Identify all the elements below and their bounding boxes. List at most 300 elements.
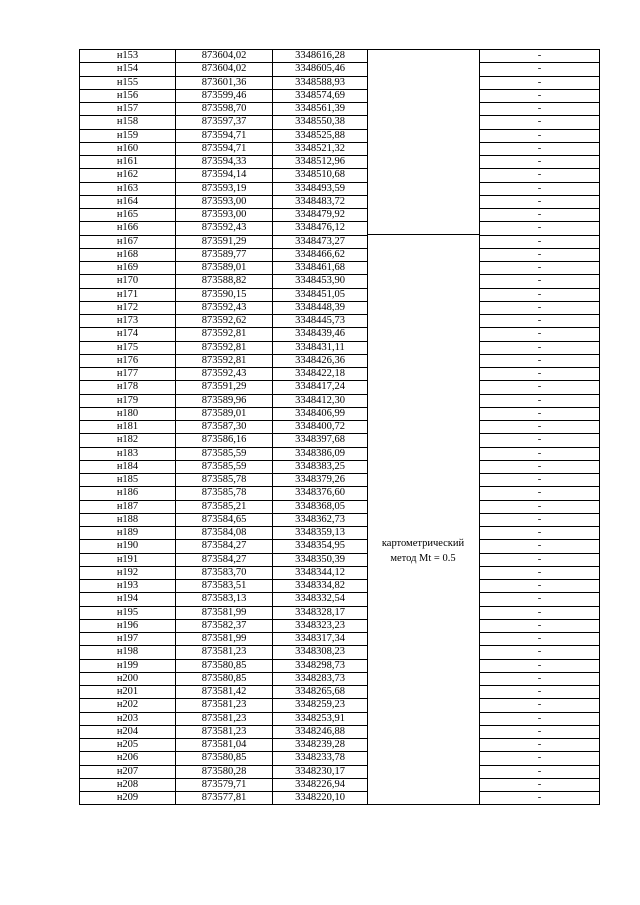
method-cell <box>368 103 480 116</box>
y-coordinate-cell: 3348493,59 <box>273 182 368 195</box>
point-cell: н182 <box>80 434 176 447</box>
note-cell: - <box>480 301 600 314</box>
point-cell: н193 <box>80 580 176 593</box>
table-row <box>80 129 600 142</box>
y-coordinate-cell: 3348328,17 <box>273 606 368 619</box>
note-cell: - <box>480 752 600 765</box>
method-cell <box>368 235 480 248</box>
note-cell: - <box>480 513 600 526</box>
y-coordinate-cell: 3348383,25 <box>273 460 368 473</box>
y-coordinate-cell: 3348561,39 <box>273 103 368 116</box>
method-cell <box>368 752 480 765</box>
note-cell: - <box>480 328 600 341</box>
note-cell: - <box>480 686 600 699</box>
x-coordinate-cell: 873591,29 <box>176 381 273 394</box>
method-cell <box>368 792 480 805</box>
table-row <box>80 328 600 341</box>
y-coordinate-cell: 3348512,96 <box>273 156 368 169</box>
x-coordinate-cell: 873581,42 <box>176 686 273 699</box>
point-cell: н175 <box>80 341 176 354</box>
x-coordinate-cell: 873581,23 <box>176 646 273 659</box>
point-cell: н194 <box>80 593 176 606</box>
table-row <box>80 712 600 725</box>
note-cell: - <box>480 381 600 394</box>
y-coordinate-cell: 3348400,72 <box>273 421 368 434</box>
table-row <box>80 156 600 169</box>
note-cell: - <box>480 633 600 646</box>
y-coordinate-cell: 3348332,54 <box>273 593 368 606</box>
method-cell <box>368 222 480 235</box>
method-cell <box>368 169 480 182</box>
table-row <box>80 288 600 301</box>
x-coordinate-cell: 873581,99 <box>176 633 273 646</box>
table-row <box>80 686 600 699</box>
table-row <box>80 89 600 102</box>
point-cell: н205 <box>80 739 176 752</box>
table-row <box>80 421 600 434</box>
y-coordinate-cell: 3348350,39 <box>273 553 368 566</box>
y-coordinate-cell: 3348359,13 <box>273 527 368 540</box>
table-row <box>80 315 600 328</box>
x-coordinate-cell: 873594,14 <box>176 169 273 182</box>
table-row <box>80 633 600 646</box>
x-coordinate-cell: 873585,59 <box>176 447 273 460</box>
point-cell: н176 <box>80 354 176 367</box>
method-cell <box>368 739 480 752</box>
x-coordinate-cell: 873583,51 <box>176 580 273 593</box>
method-cell <box>368 646 480 659</box>
y-coordinate-cell: 3348283,73 <box>273 672 368 685</box>
table-row <box>80 593 600 606</box>
y-coordinate-cell: 3348417,24 <box>273 381 368 394</box>
note-cell: - <box>480 262 600 275</box>
point-cell: н166 <box>80 222 176 235</box>
method-cell <box>368 606 480 619</box>
method-cell <box>368 209 480 222</box>
note-cell: - <box>480 50 600 63</box>
method-cell <box>368 262 480 275</box>
x-coordinate-cell: 873584,27 <box>176 540 273 553</box>
table-row <box>80 116 600 129</box>
y-coordinate-cell: 3348368,05 <box>273 500 368 513</box>
note-cell: - <box>480 765 600 778</box>
method-column-divider-line <box>367 234 479 235</box>
point-cell: н169 <box>80 262 176 275</box>
note-cell: - <box>480 182 600 195</box>
note-cell: - <box>480 447 600 460</box>
x-coordinate-cell: 873586,16 <box>176 434 273 447</box>
note-cell: - <box>480 421 600 434</box>
y-coordinate-cell: 3348246,88 <box>273 725 368 738</box>
method-cell <box>368 447 480 460</box>
y-coordinate-cell: 3348323,23 <box>273 619 368 632</box>
table-row <box>80 778 600 791</box>
method-cell <box>368 487 480 500</box>
y-coordinate-cell: 3348308,23 <box>273 646 368 659</box>
y-coordinate-cell: 3348445,73 <box>273 315 368 328</box>
method-cell <box>368 275 480 288</box>
x-coordinate-cell: 873592,81 <box>176 341 273 354</box>
x-coordinate-cell: 873584,08 <box>176 527 273 540</box>
table-row <box>80 142 600 155</box>
point-cell: н167 <box>80 235 176 248</box>
x-coordinate-cell: 873580,85 <box>176 752 273 765</box>
coordinates-table-body <box>80 50 600 805</box>
point-cell: н187 <box>80 500 176 513</box>
table-row <box>80 354 600 367</box>
y-coordinate-cell: 3348466,62 <box>273 248 368 261</box>
table-row <box>80 262 600 275</box>
method-cell <box>368 142 480 155</box>
point-cell: н184 <box>80 460 176 473</box>
note-cell: - <box>480 474 600 487</box>
note-cell: - <box>480 566 600 579</box>
table-row <box>80 659 600 672</box>
note-cell: - <box>480 699 600 712</box>
method-cell <box>368 593 480 606</box>
method-cell <box>368 248 480 261</box>
x-coordinate-cell: 873601,36 <box>176 76 273 89</box>
table-row <box>80 434 600 447</box>
y-coordinate-cell: 3348317,34 <box>273 633 368 646</box>
y-coordinate-cell: 3348453,90 <box>273 275 368 288</box>
y-coordinate-cell: 3348476,12 <box>273 222 368 235</box>
x-coordinate-cell: 873604,02 <box>176 63 273 76</box>
x-coordinate-cell: 873593,00 <box>176 209 273 222</box>
y-coordinate-cell: 3348230,17 <box>273 765 368 778</box>
point-cell: н153 <box>80 50 176 63</box>
method-cell <box>368 566 480 579</box>
method-cell <box>368 89 480 102</box>
point-cell: н197 <box>80 633 176 646</box>
x-coordinate-cell: 873581,23 <box>176 699 273 712</box>
method-cell <box>368 368 480 381</box>
point-cell: н168 <box>80 248 176 261</box>
point-cell: н195 <box>80 606 176 619</box>
y-coordinate-cell: 3348265,68 <box>273 686 368 699</box>
note-cell: - <box>480 156 600 169</box>
x-coordinate-cell: 873604,02 <box>176 50 273 63</box>
method-cell <box>368 182 480 195</box>
x-coordinate-cell: 873588,82 <box>176 275 273 288</box>
table-row <box>80 76 600 89</box>
y-coordinate-cell: 3348616,28 <box>273 50 368 63</box>
y-coordinate-cell: 3348550,38 <box>273 116 368 129</box>
x-coordinate-cell: 873599,46 <box>176 89 273 102</box>
note-cell: - <box>480 368 600 381</box>
method-line-2: метод Mt = 0.5 <box>390 553 456 564</box>
note-cell: - <box>480 407 600 420</box>
note-cell: - <box>480 63 600 76</box>
x-coordinate-cell: 873580,85 <box>176 672 273 685</box>
y-coordinate-cell: 3348253,91 <box>273 712 368 725</box>
x-coordinate-cell: 873584,65 <box>176 513 273 526</box>
method-cell <box>368 500 480 513</box>
point-cell: н180 <box>80 407 176 420</box>
note-cell: - <box>480 169 600 182</box>
note-cell: - <box>480 500 600 513</box>
y-coordinate-cell: 3348406,99 <box>273 407 368 420</box>
method-cell <box>368 156 480 169</box>
note-cell: - <box>480 434 600 447</box>
method-line-1: картометрический <box>381 538 465 549</box>
method-cell <box>368 195 480 208</box>
y-coordinate-cell: 3348220,10 <box>273 792 368 805</box>
coordinates-table <box>79 49 600 805</box>
note-cell: - <box>480 606 600 619</box>
method-cell <box>368 354 480 367</box>
point-cell: н172 <box>80 301 176 314</box>
method-cell <box>368 301 480 314</box>
method-cell <box>368 580 480 593</box>
x-coordinate-cell: 873598,70 <box>176 103 273 116</box>
method-cell <box>368 407 480 420</box>
table-row <box>80 580 600 593</box>
table-row <box>80 500 600 513</box>
method-cell <box>368 50 480 63</box>
point-cell: н157 <box>80 103 176 116</box>
table-row <box>80 447 600 460</box>
y-coordinate-cell: 3348525,88 <box>273 129 368 142</box>
table-row <box>80 407 600 420</box>
y-coordinate-cell: 3348379,26 <box>273 474 368 487</box>
point-cell: н186 <box>80 487 176 500</box>
note-cell: - <box>480 235 600 248</box>
table-row <box>80 540 600 553</box>
table-row <box>80 752 600 765</box>
note-cell: - <box>480 619 600 632</box>
note-cell: - <box>480 659 600 672</box>
point-cell: н163 <box>80 182 176 195</box>
y-coordinate-cell: 3348426,36 <box>273 354 368 367</box>
table-row <box>80 195 600 208</box>
table-row <box>80 699 600 712</box>
note-cell: - <box>480 725 600 738</box>
point-cell: н191 <box>80 553 176 566</box>
point-cell: н203 <box>80 712 176 725</box>
point-cell: н188 <box>80 513 176 526</box>
note-cell: - <box>480 76 600 89</box>
x-coordinate-cell: 873577,81 <box>176 792 273 805</box>
table-row <box>80 182 600 195</box>
table-row <box>80 209 600 222</box>
point-cell: н196 <box>80 619 176 632</box>
y-coordinate-cell: 3348483,72 <box>273 195 368 208</box>
note-cell: - <box>480 739 600 752</box>
x-coordinate-cell: 873585,78 <box>176 487 273 500</box>
x-coordinate-cell: 873583,13 <box>176 593 273 606</box>
point-cell: н156 <box>80 89 176 102</box>
y-coordinate-cell: 3348397,68 <box>273 434 368 447</box>
y-coordinate-cell: 3348448,39 <box>273 301 368 314</box>
method-cell <box>368 765 480 778</box>
table-row <box>80 566 600 579</box>
table-row <box>80 50 600 63</box>
method-cell <box>368 725 480 738</box>
y-coordinate-cell: 3348461,68 <box>273 262 368 275</box>
y-coordinate-cell: 3348422,18 <box>273 368 368 381</box>
y-coordinate-cell: 3348298,73 <box>273 659 368 672</box>
y-coordinate-cell: 3348479,92 <box>273 209 368 222</box>
table-row <box>80 553 600 566</box>
point-cell: н174 <box>80 328 176 341</box>
method-cell <box>368 633 480 646</box>
x-coordinate-cell: 873592,81 <box>176 354 273 367</box>
point-cell: н200 <box>80 672 176 685</box>
point-cell: н206 <box>80 752 176 765</box>
point-cell: н202 <box>80 699 176 712</box>
x-coordinate-cell: 873587,30 <box>176 421 273 434</box>
point-cell: н189 <box>80 527 176 540</box>
table-row <box>80 222 600 235</box>
note-cell: - <box>480 527 600 540</box>
x-coordinate-cell: 873585,59 <box>176 460 273 473</box>
method-cell <box>368 686 480 699</box>
y-coordinate-cell: 3348334,82 <box>273 580 368 593</box>
x-coordinate-cell: 873581,23 <box>176 712 273 725</box>
note-cell: - <box>480 315 600 328</box>
x-coordinate-cell: 873579,71 <box>176 778 273 791</box>
x-coordinate-cell: 873592,43 <box>176 301 273 314</box>
note-cell: - <box>480 487 600 500</box>
point-cell: н162 <box>80 169 176 182</box>
method-cell <box>368 341 480 354</box>
x-coordinate-cell: 873585,21 <box>176 500 273 513</box>
y-coordinate-cell: 3348386,09 <box>273 447 368 460</box>
table-row <box>80 341 600 354</box>
note-cell: - <box>480 341 600 354</box>
point-cell: н154 <box>80 63 176 76</box>
point-cell: н178 <box>80 381 176 394</box>
note-cell: - <box>480 646 600 659</box>
note-cell: - <box>480 116 600 129</box>
table-row <box>80 275 600 288</box>
method-cell <box>368 672 480 685</box>
note-cell: - <box>480 778 600 791</box>
note-cell: - <box>480 275 600 288</box>
table-row <box>80 460 600 473</box>
x-coordinate-cell: 873597,37 <box>176 116 273 129</box>
table-row <box>80 474 600 487</box>
x-coordinate-cell: 873590,15 <box>176 288 273 301</box>
x-coordinate-cell: 873580,85 <box>176 659 273 672</box>
x-coordinate-cell: 873594,33 <box>176 156 273 169</box>
method-cell <box>368 619 480 632</box>
note-cell: - <box>480 103 600 116</box>
point-cell: н179 <box>80 394 176 407</box>
note-cell: - <box>480 142 600 155</box>
note-cell: - <box>480 129 600 142</box>
note-cell: - <box>480 248 600 261</box>
point-cell: н199 <box>80 659 176 672</box>
method-cell <box>368 778 480 791</box>
table-row <box>80 248 600 261</box>
method-cell <box>368 328 480 341</box>
point-cell: н185 <box>80 474 176 487</box>
x-coordinate-cell: 873581,04 <box>176 739 273 752</box>
note-cell: - <box>480 460 600 473</box>
point-cell: н198 <box>80 646 176 659</box>
table-row <box>80 606 600 619</box>
y-coordinate-cell: 3348362,73 <box>273 513 368 526</box>
y-coordinate-cell: 3348376,60 <box>273 487 368 500</box>
point-cell: н165 <box>80 209 176 222</box>
table-row <box>80 739 600 752</box>
table-row <box>80 63 600 76</box>
x-coordinate-cell: 873591,29 <box>176 235 273 248</box>
measurement-method-note <box>367 536 479 566</box>
point-cell: н170 <box>80 275 176 288</box>
y-coordinate-cell: 3348439,46 <box>273 328 368 341</box>
point-cell: н160 <box>80 142 176 155</box>
method-cell <box>368 394 480 407</box>
method-cell <box>368 116 480 129</box>
y-coordinate-cell: 3348259,23 <box>273 699 368 712</box>
x-coordinate-cell: 873589,77 <box>176 248 273 261</box>
x-coordinate-cell: 873592,43 <box>176 222 273 235</box>
point-cell: н155 <box>80 76 176 89</box>
table-row <box>80 765 600 778</box>
note-cell: - <box>480 222 600 235</box>
note-cell: - <box>480 580 600 593</box>
table-row <box>80 646 600 659</box>
table-row <box>80 103 600 116</box>
method-cell <box>368 474 480 487</box>
table-row <box>80 301 600 314</box>
note-cell: - <box>480 593 600 606</box>
y-coordinate-cell: 3348588,93 <box>273 76 368 89</box>
method-cell <box>368 288 480 301</box>
point-cell: н173 <box>80 315 176 328</box>
table-row <box>80 792 600 805</box>
note-cell: - <box>480 553 600 566</box>
x-coordinate-cell: 873584,27 <box>176 553 273 566</box>
point-cell: н183 <box>80 447 176 460</box>
note-cell: - <box>480 89 600 102</box>
point-cell: н158 <box>80 116 176 129</box>
table-row <box>80 235 600 248</box>
table-row <box>80 487 600 500</box>
x-coordinate-cell: 873581,23 <box>176 725 273 738</box>
x-coordinate-cell: 873589,96 <box>176 394 273 407</box>
method-cell <box>368 421 480 434</box>
point-cell: н207 <box>80 765 176 778</box>
table-row <box>80 513 600 526</box>
note-cell: - <box>480 792 600 805</box>
y-coordinate-cell: 3348574,69 <box>273 89 368 102</box>
method-cell <box>368 699 480 712</box>
x-coordinate-cell: 873581,99 <box>176 606 273 619</box>
y-coordinate-cell: 3348226,94 <box>273 778 368 791</box>
point-cell: н208 <box>80 778 176 791</box>
x-coordinate-cell: 873594,71 <box>176 142 273 155</box>
x-coordinate-cell: 873583,70 <box>176 566 273 579</box>
y-coordinate-cell: 3348233,78 <box>273 752 368 765</box>
point-cell: н204 <box>80 725 176 738</box>
point-cell: н161 <box>80 156 176 169</box>
y-coordinate-cell: 3348431,11 <box>273 341 368 354</box>
method-cell <box>368 513 480 526</box>
table-row <box>80 394 600 407</box>
x-coordinate-cell: 873589,01 <box>176 407 273 420</box>
point-cell: н159 <box>80 129 176 142</box>
point-cell: н171 <box>80 288 176 301</box>
x-coordinate-cell: 873585,78 <box>176 474 273 487</box>
y-coordinate-cell: 3348412,30 <box>273 394 368 407</box>
method-cell <box>368 659 480 672</box>
point-cell: н177 <box>80 368 176 381</box>
note-cell: - <box>480 540 600 553</box>
